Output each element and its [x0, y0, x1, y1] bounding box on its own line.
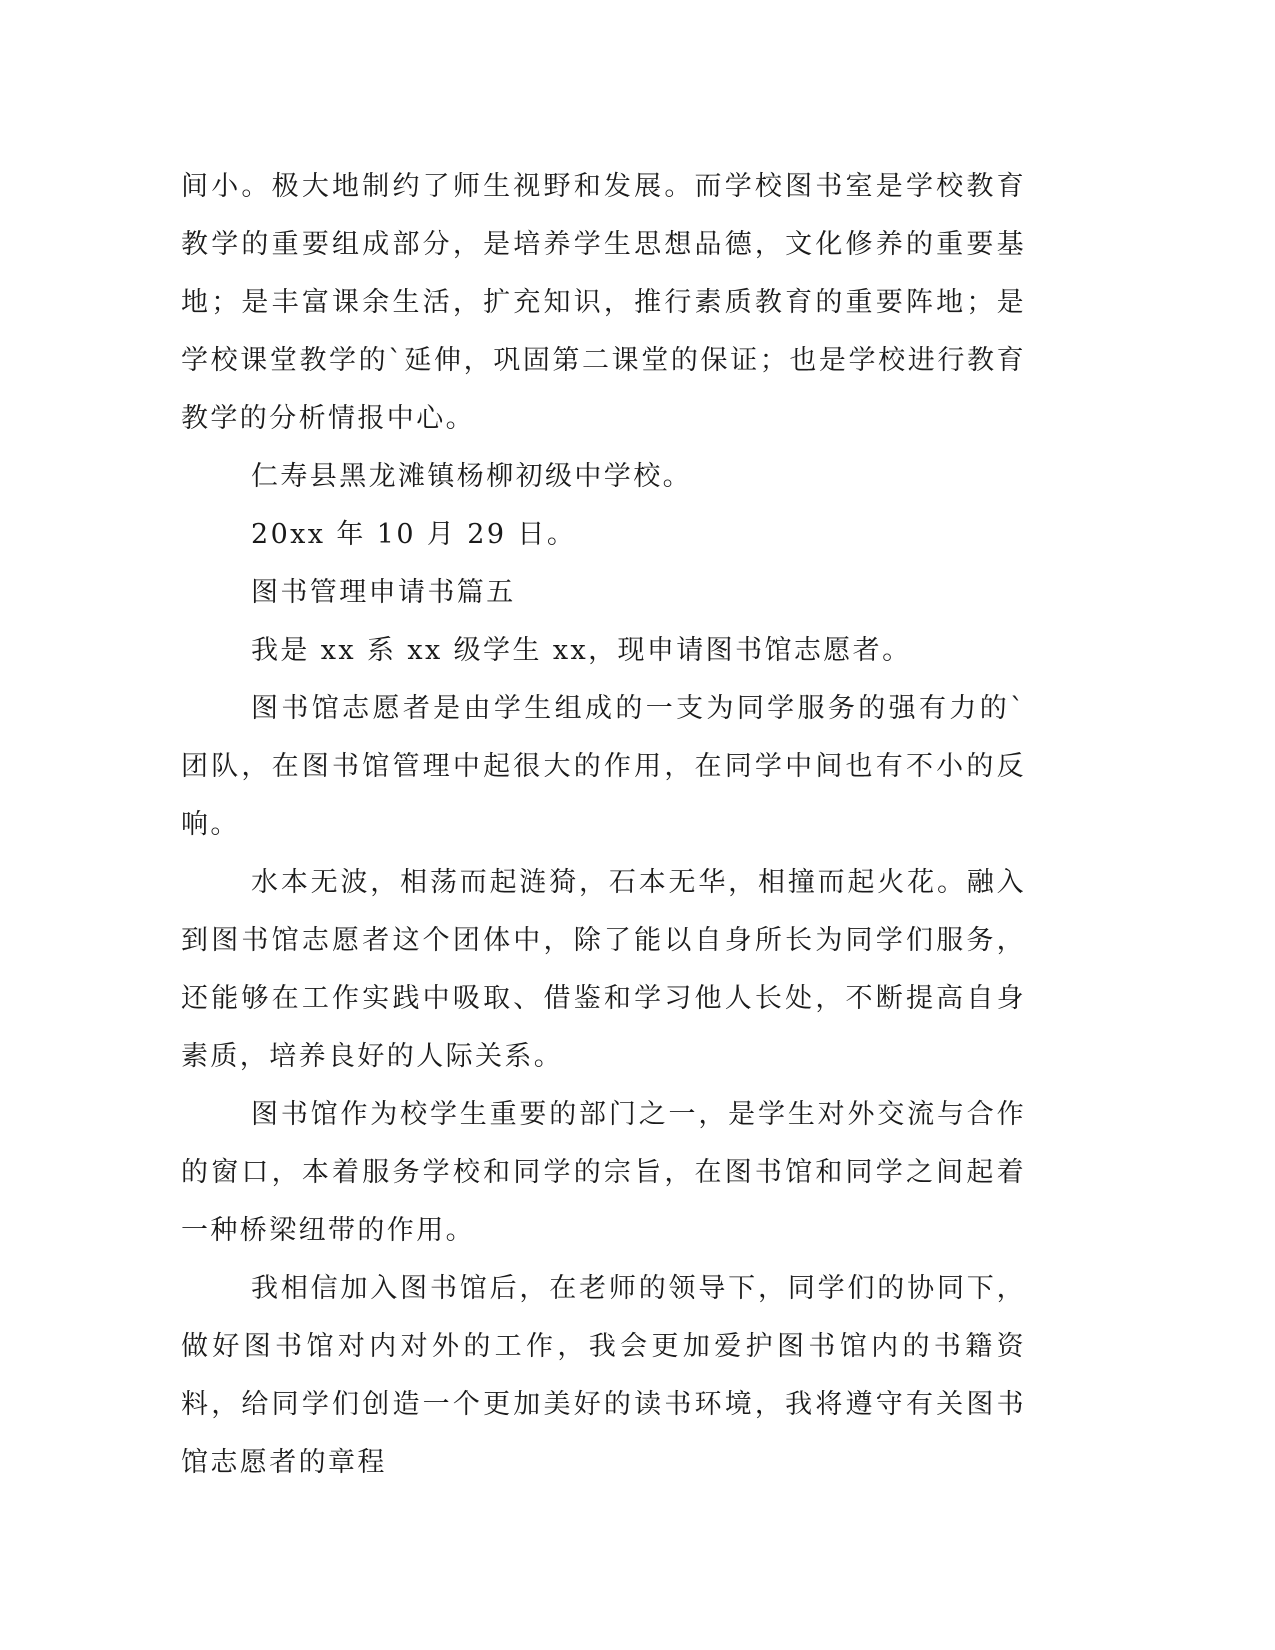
paragraph-library-role: 图书馆作为校学生重要的部门之一，是学生对外交流与合作的窗口，本着服务学校和同学的宗旨，在图书馆和同学之间起着一种桥梁纽带的作用。 — [181, 1099, 1026, 1246]
section-heading: 图书管理申请书篇五 — [251, 577, 516, 608]
paragraph-intro-continuation: 间小。极大地制约了师生视野和发展。而学校图书室是学校教育教学的重要组成部分，是培养学生思想品德，文化修养的重要基地；是丰富课余生活，扩充知识，推行素质教育的重要阵地；是学校课堂教学的`延伸，巩固第二课堂的保证；也是学校进行教育教学的分析情报中心。 — [181, 171, 1026, 434]
paragraph-water-stone: 水本无波，相荡而起涟猗，石本无华，相撞而起火花。融入到图书馆志愿者这个团体中，除了能以自身所长为同学们服务，还能够在工作实践中吸取、借鉴和学习他人长处，不断提高自身素质，培养良好的人际关系。 — [181, 867, 1026, 1072]
document-body — [181, 158, 1026, 1492]
paragraph-school-name: 仁寿县黑龙滩镇杨柳初级中学校。 — [251, 461, 692, 492]
paragraph-commitment: 我相信加入图书馆后，在老师的领导下，同学们的协同下，做好图书馆对内对外的工作，我会更加爱护图书馆内的书籍资料，给同学们创造一个更加美好的读书环境，我将遵守有关图书馆志愿者的章程 — [181, 1273, 1026, 1478]
paragraph-applicant: 我是 xx 系 xx 级学生 xx，现申请图书馆志愿者。 — [251, 635, 912, 666]
paragraph-date: 20xx 年 10 月 29 日。 — [251, 519, 577, 550]
paragraph-volunteer-team: 图书馆志愿者是由学生组成的一支为同学服务的强有力的`团队，在图书馆管理中起很大的作用，在同学中间也有不小的反响。 — [181, 693, 1026, 840]
